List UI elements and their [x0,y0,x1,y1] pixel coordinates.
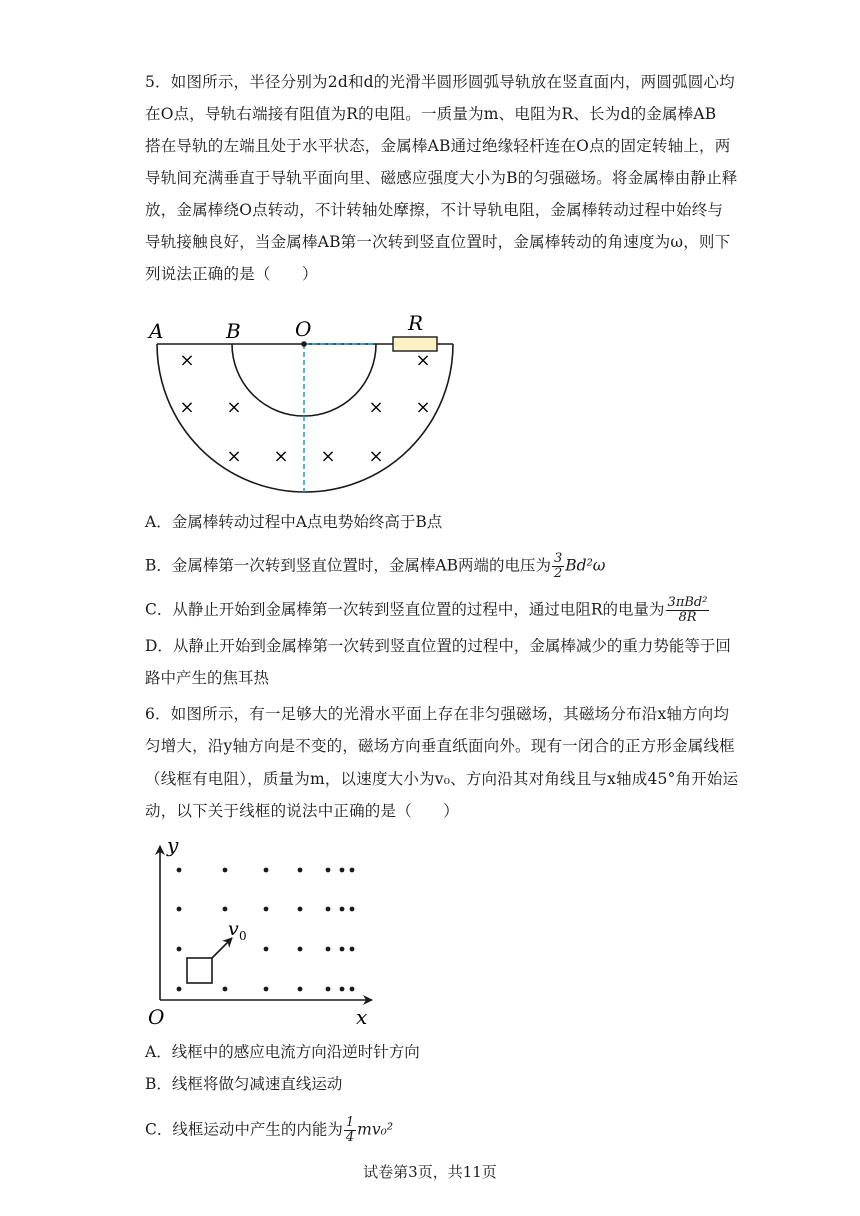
q5-line-5: 放，金属棒绕O点转动，不计转轴处摩擦，不计导轨电阻，金属棒转动过程中始终与 [145,201,724,219]
magnetic-field-dots [177,868,355,992]
field-dot [223,907,228,912]
field-dot [177,907,182,912]
label-R: R [408,311,424,335]
field-cross-mark: × [368,446,384,467]
field-dot [298,987,303,992]
q5-line-7: 列说法正确的是（ ） [145,265,318,283]
field-dot [326,987,331,992]
velocity-arrow [212,938,232,958]
q6-option-a: A．线框中的感应电流方向沿逆时针方向 [145,1043,420,1061]
field-dot [298,868,303,873]
field-dot [326,947,331,952]
field-dot [340,987,345,992]
field-cross-mark: × [415,350,431,371]
q5-option-a: A．金属棒转动过程中A点电势始终高于B点 [145,513,443,531]
q6-option-b: B．线框将做匀减速直线运动 [145,1075,343,1093]
q5-option-b-text: B．金属棒第一次转到竖直位置时，金属棒AB两端的电压为 [145,556,551,575]
page-footer: 试卷第3页，共11页 [363,1163,497,1181]
fraction-denominator: 4 [345,1130,355,1145]
pivot-point-O [301,341,307,347]
field-cross-mark: × [320,446,336,467]
magnetic-field-crosses [179,350,430,467]
field-dot [298,947,303,952]
resistor-R [393,337,437,351]
label-v: v [228,918,239,940]
label-y: y [167,833,179,857]
q6-line-3: （线框有电阻），质量为m，以速度大小为v₀、方向沿其对角线且与x轴成45°角开始运 [145,770,739,788]
q6-option-c-expr: mv₀² [357,1120,394,1139]
q5-option-b-fraction [552,552,564,581]
field-cross-mark: × [179,397,195,418]
field-cross-mark: × [368,397,384,418]
label-O: O [295,317,312,341]
q5-line-4: 导轨间充满垂直于导轨平面向里、磁感应强度大小为B的匀强磁场。将金属棒由静止释 [145,169,738,187]
field-dot [340,907,345,912]
field-dot [177,947,182,952]
field-dot [264,987,269,992]
field-dot [264,947,269,952]
fraction-denominator: 8R [678,610,697,625]
q6-option-c-fraction [344,1116,356,1145]
q6-line-2: 匀增大，沿y轴方向是不变的，磁场方向垂直纸面向外。现有一闭合的正方形金属线框 [145,737,735,755]
label-v-subscript: 0 [239,929,247,943]
q5-figure-rail-diagram [140,305,470,505]
q5-option-b-expr: Bd²ω [565,556,606,575]
field-dot [326,907,331,912]
field-dot [177,868,182,873]
q5-option-c-text: C．从静止开始到金属棒第一次转到竖直位置的过程中，通过电阻R的电量为 [145,600,665,619]
field-dot [350,987,355,992]
field-dot [223,868,228,873]
field-dot [340,947,345,952]
label-x: x [356,1005,368,1029]
label-B: B [226,319,241,343]
field-dot [350,868,355,873]
field-dot [350,907,355,912]
fraction-numerator: 3 [553,551,563,566]
label-A: A [149,319,164,343]
fraction-numerator: 1 [345,1115,355,1130]
label-origin-O: O [148,1005,165,1029]
q6-figure-magnetic-field [140,832,380,1032]
outer-arc-rail [157,344,453,492]
q5-option-d-line-2: 路中产生的焦耳热 [145,669,270,687]
q6-line-4: 动，以下关于线框的说法中正确的是（ ） [145,802,460,820]
q5-option-c [145,596,710,625]
field-dot [340,868,345,873]
field-dot [264,907,269,912]
field-dot [177,987,182,992]
q5-line-2: 在O点，导轨右端接有阻值为R的电阻。一质量为m、电阻为R、长为d的金属棒AB [145,105,717,123]
q6-option-c [145,1116,393,1145]
q5-option-b [145,552,605,581]
field-cross-mark: × [415,397,431,418]
fraction-numerator: 3πBd² [667,595,708,610]
field-cross-mark: × [226,446,242,467]
q5-line-6: 导轨接触良好，当金属棒AB第一次转到竖直位置时，金属棒转动的角速度为ω，则下 [145,233,731,251]
field-dot [264,868,269,873]
q6-option-c-text: C．线框运动中产生的内能为 [145,1120,343,1139]
field-cross-mark: × [226,397,242,418]
field-cross-mark: × [179,350,195,371]
field-dot [298,907,303,912]
q5-line-1: 5．如图所示，半径分别为2d和d的光滑半圆形圆弧导轨放在竖直面内，两圆弧圆心均 [145,73,735,91]
q5-line-3: 搭在导轨的左端且处于水平状态，金属棒AB通过绝缘轻杆连在O点的固定转轴上，两 [145,137,731,155]
field-cross-mark: × [273,446,289,467]
q6-line-1: 6．如图所示，有一足够大的光滑水平面上存在非匀强磁场，其磁场分布沿x轴方向均 [145,705,730,723]
square-coil [187,958,212,983]
q5-option-c-fraction [666,596,710,625]
field-dot [350,947,355,952]
q5-option-d-line-1: D．从静止开始到金属棒第一次转到竖直位置的过程中，金属棒减少的重力势能等于回 [145,637,731,655]
field-dot [223,987,228,992]
field-dot [326,868,331,873]
fraction-denominator: 2 [553,566,563,581]
